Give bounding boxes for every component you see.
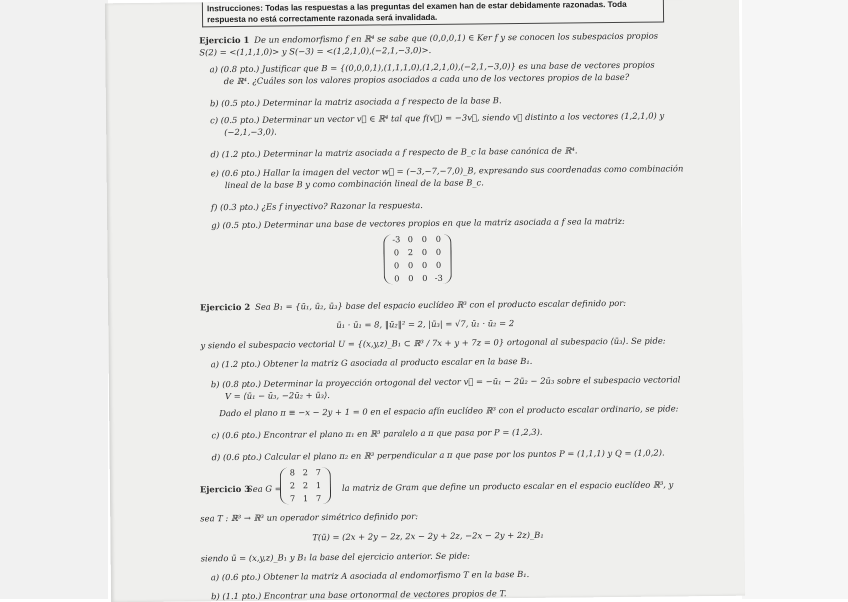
exercise-1-item-a-2: de ℝ⁴. ¿Cuáles son los valores propios asociados a cada uno de los vectores propios de la base?: [223, 71, 630, 87]
exercise-1-item-g: g) (0.5 pto.) Determinar una base de vectores propios en que la matriz asociada a f sea la matriz:: [211, 215, 625, 231]
exercise-3-item-b: b) (1.1 pto.) Encontrar una base ortonormal de vectores propios de T.: [211, 588, 507, 602]
exercise-2-item-c: c) (0.6 pto.) Encontrar el plano π₁ en ℝ³ paralelo a π que pasa por P = (1,2,3).: [211, 426, 543, 441]
matrix-cell: 0: [421, 233, 428, 245]
exercise-1-item-a-1: a) (0.8 pto.) Justificar que B = {(0,0,0,1),(1,1,1,0),(1,2,1,0),(−2,1,−3,0)} es una base de vectores propios: [209, 59, 655, 75]
matrix-cell: 8: [289, 467, 295, 478]
matrix-cell: 0: [435, 246, 442, 257]
matrix-cell: -3: [392, 234, 401, 245]
matrix-cell: 1: [315, 480, 322, 491]
exercise-3-sea-g: Sea G =: [246, 483, 282, 494]
matrix-cell: -3: [434, 272, 443, 283]
matrix-cell: 0: [421, 259, 428, 271]
exercise-1-item-c-1: c) (0.5 pto.) Determinar un vector v⃗ ∈ ℝ⁴ tal que f(v⃗) = −3v⃗, siendo v⃗ distinto a los vectores (1,2,1,0) y: [210, 110, 665, 126]
exercise-2-heading: Ejercicio 2: [200, 301, 251, 313]
matrix-cell: 0: [393, 247, 400, 258]
matrix-cell: 2: [302, 480, 309, 491]
instructions-line-2: respuesta no está correctamente razonada será invalidada.: [207, 12, 438, 25]
exercise-1-intro-2: S(2) = <(1,1,1,0)> y S(−3) = <(1,2,1,0),(−2,1,−3,0)>.: [199, 44, 432, 58]
exercise-3-item-a: a) (0.6 pto.) Obtener la matriz A asociada al endomorfismo T en la base B₁.: [210, 568, 530, 583]
exercise-1-heading: Ejercicio 1: [199, 34, 250, 46]
matrix-cell: 0: [421, 246, 428, 258]
instructions-line-1: Instrucciones: Todas las respuestas a las preguntas del examen han de estar debidamente razonadas. Toda: [206, 0, 627, 14]
exercise-1-intro-1: De un endomorfismo f en ℝ⁴ se sabe que (0,0,0,1) ∈ Ker f y se conocen los subespacios propios: [254, 30, 659, 45]
matrix-cell: 0: [394, 273, 400, 284]
matrix-cell: 0: [435, 259, 442, 270]
exercise-1-item-d: d) (1.2 pto.) Determinar la matriz asociada a f respecto de B_c la base canónica de ℝ⁴.: [210, 145, 578, 160]
matrix-cell: 0: [407, 260, 414, 271]
background-left: [0, 0, 108, 599]
exercise-1-item-e-1: e) (0.6 pto.) Hallar la imagen del vector w⃗ = (−3,−7,−7,0)_B, expresando sus coordenadas como combinación: [210, 163, 684, 179]
exercise-3-after-matrix: la matriz de Gram que define un producto escalar en el espacio euclídeo ℝ³, y: [341, 479, 674, 493]
exercise-2-item-d: d) (0.6 pto.) Calcular el plano π₂ en ℝ³ perpendicular a π que pase por los puntos P = (1,1,1) y Q = (1,0,2).: [211, 447, 665, 463]
exercise-3-heading: Ejercicio 3: [199, 483, 251, 495]
matrix-cell: 7: [289, 493, 296, 504]
exam-sheet: [105, 0, 745, 602]
exercise-3-formula: T(ū) = (2x + 2y − 2z, 2x − 2y + 2z, −2x − 2y + 2z)_B₁: [312, 529, 544, 543]
matrix-cell: 0: [422, 272, 428, 284]
exercise-1-matrix: [383, 234, 452, 285]
exercise-3-gram-matrix: [280, 467, 331, 505]
exercise-2-plane: Dado el plano π ≡ −x − 2y + 1 = 0 en el espacio afín euclídeo ℝ³ con el producto escalar ordinario, se pide:: [219, 403, 679, 419]
exercise-2-formula: ū₁ · ū₁ = 8, ‖ū₂‖² = 2, |ū₃| = √7, ū₁ · ū₂ = 2: [336, 318, 515, 330]
matrix-cell: 2: [407, 247, 414, 258]
exercise-1-item-b: b) (0.5 pto.) Determinar la matriz asociada a f respecto de la base B.: [209, 95, 502, 109]
background-right: [742, 0, 848, 599]
matrix-cell: 0: [408, 273, 414, 284]
exercise-3-siendo: siendo ū = (x,y,z)_B₁ y B₁ la base del ejercicio anterior. Se pide:: [200, 550, 471, 564]
matrix-cell: 1: [302, 493, 309, 504]
exercise-1-item-e-2: lineal de la base B y como combinación lineal de la base B_c.: [224, 177, 484, 191]
matrix-cell: 0: [407, 234, 414, 245]
matrix-cell: 0: [393, 260, 400, 271]
exercise-3-operator: sea T : ℝ³ → ℝ³ un operador simétrico definido por:: [200, 511, 419, 524]
matrix-cell: 0: [435, 233, 442, 244]
exercise-2-item-b-2: V = ⟨ū₁ − ū₃, −2ū₂ + ū₃⟩.: [224, 390, 331, 402]
exercise-2-condition: y siendo el subespacio vectorial U = {(x,y,z)_B₁ ⊂ ℝ³ / 7x + y + 7z = 0} ortogonal al subespacio ⟨ū₃⟩. Se pide:: [200, 335, 666, 351]
matrix-cell: 2: [302, 467, 308, 478]
matrix-cell: 2: [289, 480, 296, 491]
exercise-2-item-b-1: b) (0.8 pto.) Determinar la proyección ortogonal del vector v⃗ = −ū₁ − 2ū₂ − 2ū₃ sobre el subespacio vectorial: [210, 374, 681, 390]
matrix-cell: 7: [315, 493, 322, 504]
exercise-2-intro: Sea B₁ = {ū₁, ū₂, ū₃} base del espacio euclídeo ℝ³ con el producto escalar definido por:: [255, 297, 627, 312]
exercise-2-item-a: a) (1.2 pto.) Obtener la matriz G asociada al producto escalar en la base B₁.: [210, 355, 533, 370]
exercise-1-item-c-2: (−2,1,−3,0).: [224, 126, 277, 138]
exercise-1-item-f: f) (0.3 pto.) ¿Es f inyectivo? Razonar la respuesta.: [210, 200, 423, 213]
matrix-cell: 7: [315, 467, 321, 478]
